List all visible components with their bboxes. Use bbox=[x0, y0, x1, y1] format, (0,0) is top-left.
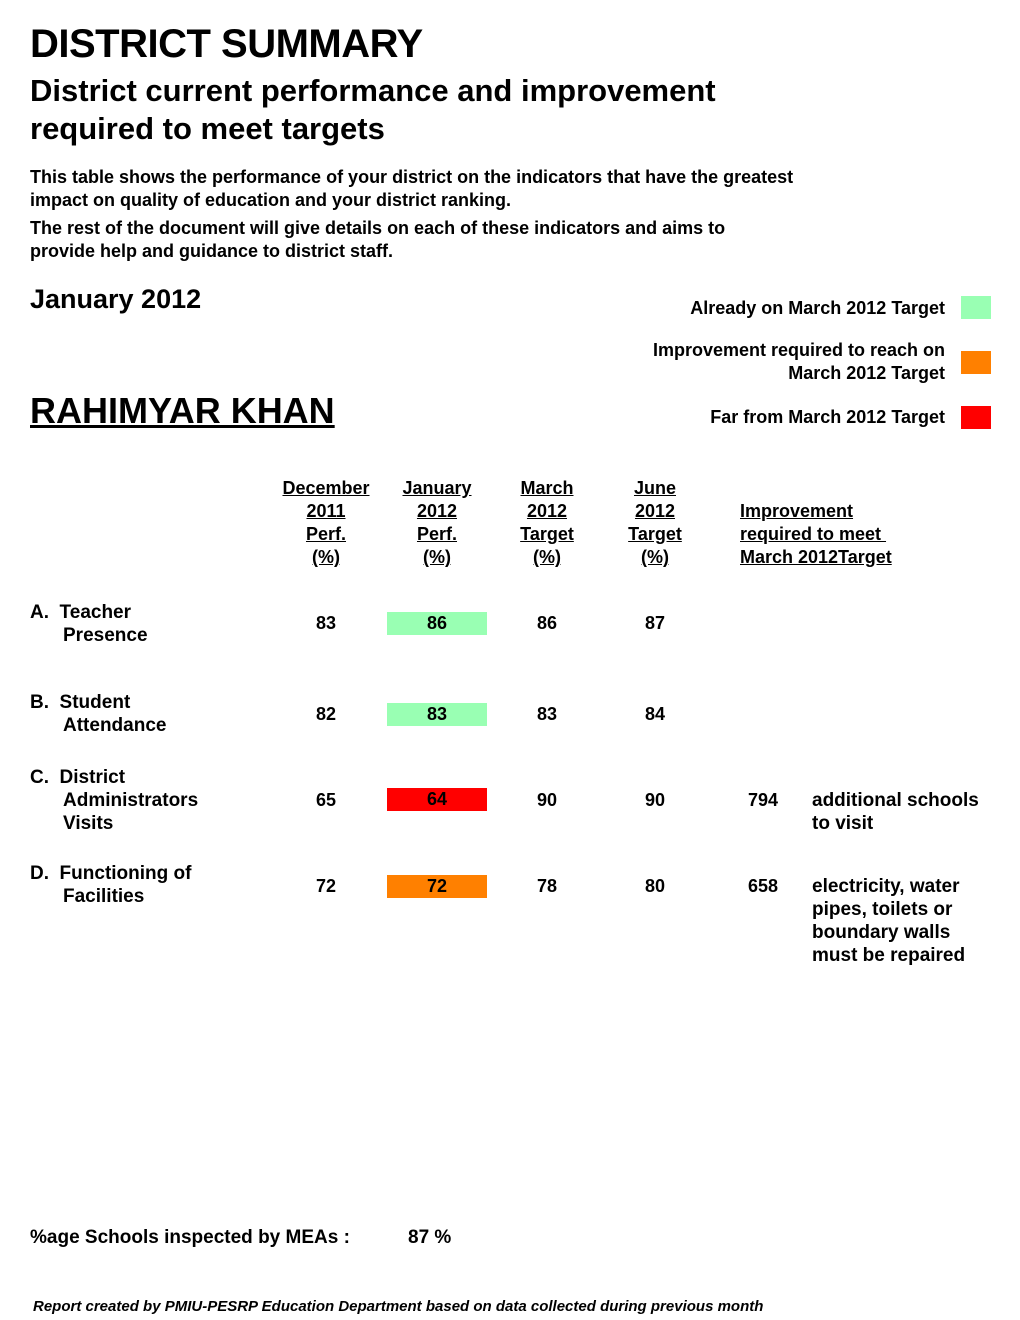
row-label-line: D. Functioning of bbox=[30, 863, 192, 884]
subtitle-line-2: required to meet targets bbox=[30, 111, 385, 146]
row-label-teacher-presence bbox=[30, 601, 148, 647]
table-cell-dec: 83 bbox=[315, 613, 337, 633]
intro-paragraph-1 bbox=[30, 166, 900, 212]
legend-on-target-label: Already on March 2012 Target bbox=[690, 298, 945, 318]
legend-improvement-line-1: Improvement required to reach on bbox=[652, 340, 945, 360]
col-improv-line: March 2012Target bbox=[740, 547, 892, 567]
col-mar-line: March bbox=[520, 478, 574, 498]
row-label-line: Presence bbox=[63, 625, 148, 646]
column-header-mar-2012 bbox=[487, 477, 607, 569]
page-subtitle bbox=[30, 72, 830, 148]
col-mar-line: (%) bbox=[533, 547, 561, 567]
table-cell-improvement-count: 794 bbox=[747, 790, 779, 810]
column-header-jan-2012 bbox=[377, 477, 497, 569]
table-cell-dec: 65 bbox=[315, 790, 337, 810]
row-label-student-attendance bbox=[30, 691, 166, 737]
subtitle-line-1: District current performance and improvement bbox=[30, 73, 716, 108]
row-label-line: Facilities bbox=[63, 886, 145, 907]
page-title: DISTRICT SUMMARY bbox=[30, 22, 423, 66]
row-label-line: B. Student bbox=[30, 692, 131, 713]
table-cell-jan-status-red: 64 bbox=[387, 788, 487, 811]
col-jan-line: (%) bbox=[423, 547, 451, 567]
improvement-note-line: to visit bbox=[812, 813, 874, 834]
inspection-value: 87 % bbox=[408, 1227, 452, 1248]
col-jun-line: (%) bbox=[641, 547, 669, 567]
table-cell-jun: 87 bbox=[644, 613, 666, 633]
table-cell-improvement-count: 658 bbox=[747, 876, 779, 896]
table-cell-jan-status-green: 86 bbox=[387, 612, 487, 635]
row-label-district-admin-visits bbox=[30, 766, 198, 835]
row-label-line: A. Teacher bbox=[30, 602, 132, 623]
legend-green-swatch bbox=[961, 296, 991, 319]
col-improv-line: required to meet bbox=[740, 524, 887, 544]
column-header-jun-2012 bbox=[595, 477, 715, 569]
table-cell-jan-status-green: 83 bbox=[387, 703, 487, 726]
table-cell-improvement-note bbox=[812, 875, 1002, 967]
table-cell-jan-status-orange: 72 bbox=[387, 875, 487, 898]
table-cell-dec: 72 bbox=[315, 876, 337, 896]
table-cell-mar: 78 bbox=[536, 876, 558, 896]
table-cell-jun: 80 bbox=[644, 876, 666, 896]
column-header-dec-2011 bbox=[266, 477, 386, 569]
table-cell-improvement-note bbox=[812, 789, 1002, 835]
district-name: RAHIMYAR KHAN bbox=[30, 390, 335, 431]
row-label-line: Visits bbox=[63, 813, 114, 834]
col-dec-line: (%) bbox=[312, 547, 340, 567]
col-mar-line: Target bbox=[520, 524, 574, 544]
intro-2-line-2: provide help and guidance to district staff. bbox=[30, 241, 394, 261]
intro-paragraph-2 bbox=[30, 217, 900, 263]
legend-far-label: Far from March 2012 Target bbox=[710, 407, 945, 427]
table-cell-jun: 84 bbox=[644, 704, 666, 724]
intro-1-line-1: This table shows the performance of your district on the indicators that have the greatest bbox=[30, 167, 794, 187]
col-jan-line: January bbox=[402, 478, 472, 498]
table-cell-dec: 82 bbox=[315, 704, 337, 724]
col-dec-line: 2011 bbox=[306, 501, 346, 521]
col-jan-line: Perf. bbox=[416, 524, 458, 544]
row-label-line: C. District bbox=[30, 767, 126, 788]
improvement-note-line: must be repaired bbox=[812, 945, 966, 966]
col-dec-line: December bbox=[282, 478, 370, 498]
inspection-label: %age Schools inspected by MEAs : bbox=[30, 1227, 350, 1248]
col-jun-line: Target bbox=[628, 524, 682, 544]
intro-1-line-2: impact on quality of education and your district ranking. bbox=[30, 190, 512, 210]
report-month: January 2012 bbox=[30, 284, 202, 314]
row-label-functioning-of-facilities bbox=[30, 862, 191, 908]
intro-2-line-1: The rest of the document will give details on each of these indicators and aims to bbox=[30, 218, 726, 238]
legend-improvement-line-2: March 2012 Target bbox=[788, 363, 945, 383]
col-jan-line: 2012 bbox=[416, 501, 458, 521]
table-cell-jun: 90 bbox=[644, 790, 666, 810]
table-cell-mar: 86 bbox=[536, 613, 558, 633]
col-jun-line: 2012 bbox=[634, 501, 676, 521]
col-mar-line: 2012 bbox=[526, 501, 568, 521]
improvement-note-line: boundary walls bbox=[812, 922, 951, 943]
col-improv-line: Improvement bbox=[740, 501, 854, 521]
col-dec-line: Perf. bbox=[305, 524, 347, 544]
legend-orange-swatch bbox=[961, 351, 991, 374]
column-header-improvement bbox=[740, 500, 980, 569]
improvement-note-line: additional schools bbox=[812, 790, 979, 811]
row-label-line: Administrators bbox=[63, 790, 199, 811]
table-cell-mar: 83 bbox=[536, 704, 558, 724]
improvement-note-line: electricity, water bbox=[812, 876, 960, 897]
legend-red-swatch bbox=[961, 406, 991, 429]
improvement-note-line: pipes, toilets or bbox=[812, 899, 953, 920]
legend-improvement-label bbox=[653, 339, 945, 385]
report-footer: Report created by PMIU-PESRP Education Department based on data collected during previous month bbox=[33, 1298, 764, 1315]
table-cell-mar: 90 bbox=[536, 790, 558, 810]
col-jun-line: June bbox=[633, 478, 676, 498]
row-label-line: Attendance bbox=[63, 715, 167, 736]
